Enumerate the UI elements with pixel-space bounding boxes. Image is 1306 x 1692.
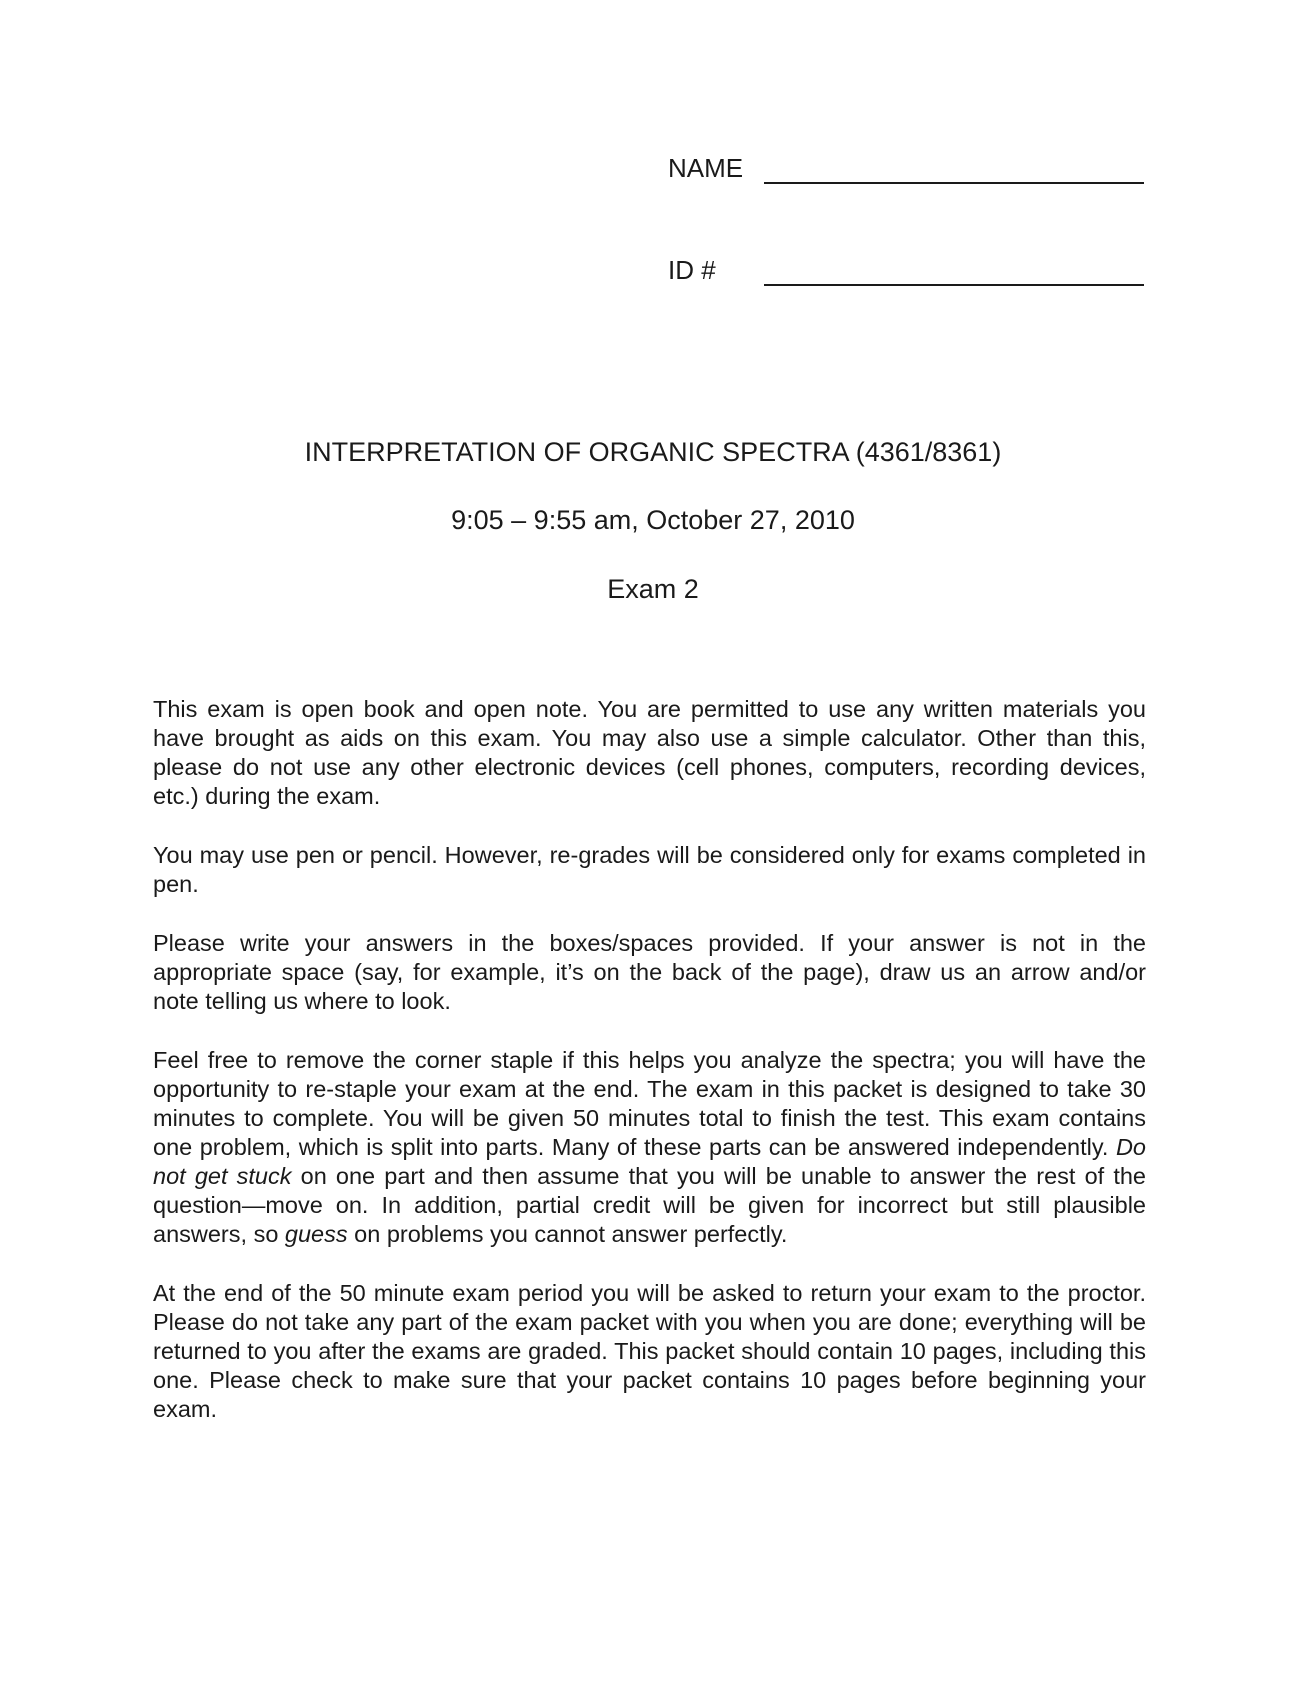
p4-text-3: on problems you cannot answer perfectly.	[347, 1221, 788, 1247]
p4-text-2: on one part and then assume that you will be unable to answer the rest of the question—move on. In addition, partial credit will be given for incorrect but still plausible answers, so	[153, 1163, 1146, 1247]
id-label: ID #	[668, 255, 716, 285]
instructions	[153, 695, 1146, 1424]
id-field[interactable]	[668, 250, 1148, 290]
exam-number: Exam 2	[607, 574, 699, 604]
instructions-paragraph-2: You may use pen or pencil. However, re-grades will be considered only for exams completed in pen.	[153, 842, 1146, 897]
name-field[interactable]	[668, 148, 1148, 188]
instructions-paragraph-4	[153, 1046, 1146, 1249]
p4-emphasis-do-not-get-stuck: Do not get stuck	[153, 1134, 1146, 1189]
name-label: NAME	[668, 153, 744, 183]
instructions-paragraph-3: Please write your answers in the boxes/spaces provided. If your answer is not in the appropriate space (say, for example, it’s on the back of the page), draw us an arrow and/or note telling us where to look.	[153, 930, 1146, 1014]
instructions-paragraph-5: At the end of the 50 minute exam period you will be asked to return your exam to the proctor. Please do not take any part of the exam packet with you when you are done; everything will be returned to you after the exams are graded. This packet should contain 10 pages, including this one. Please check to make sure that your packet contains 10 pages before beginning your exam.	[153, 1280, 1146, 1422]
p4-text-1: Feel free to remove the corner staple if this helps you analyze the spectra; you will have the opportunity to re-staple your exam at the end. The exam in this packet is designed to take 30 minutes to complete. You will be given 50 minutes total to finish the test. This exam contains one problem, which is split into parts. Many of these parts can be answered independently.	[153, 1047, 1146, 1160]
exam-time: 9:05 – 9:55 am, October 27, 2010	[451, 505, 855, 535]
name-blank-line[interactable]	[764, 182, 1144, 184]
p4-emphasis-guess: guess	[284, 1221, 348, 1247]
id-blank-line[interactable]	[764, 284, 1144, 286]
instructions-paragraph-1: This exam is open book and open note. You are permitted to use any written materials you have brought as aids on this exam. You may also use a simple calculator. Other than this, please do not use any other electronic devices (cell phones, computers, recording devices, etc.) during the exam.	[153, 696, 1146, 809]
course-title: INTERPRETATION OF ORGANIC SPECTRA (4361/8361)	[304, 437, 1002, 467]
